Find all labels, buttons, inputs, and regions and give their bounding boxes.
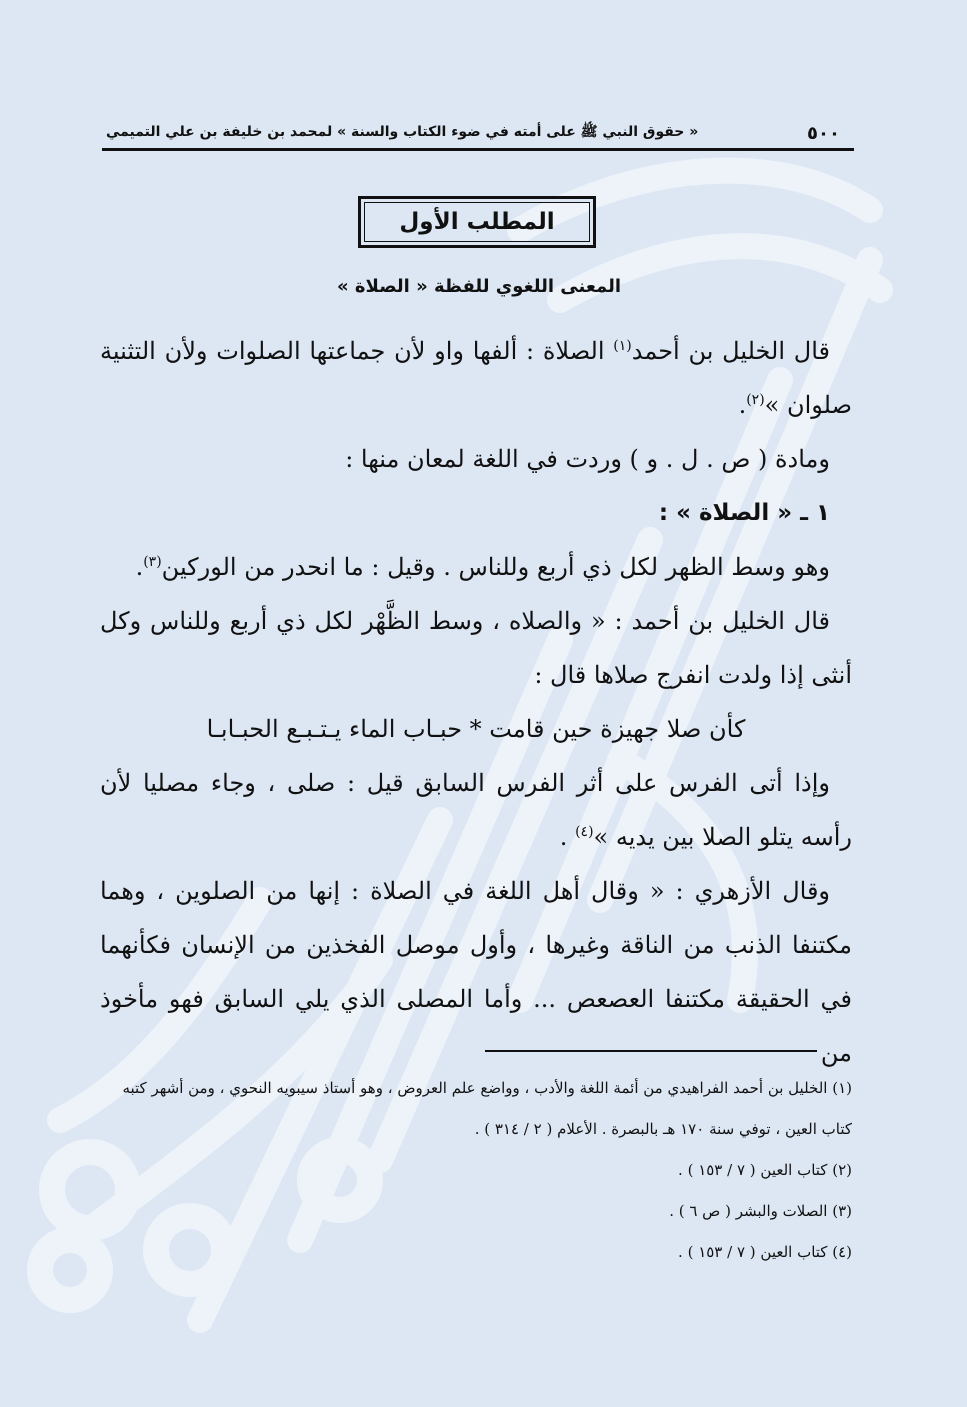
- paragraph-text: الصلاة : ألفها واو لأن جماعتها الصلوات ولأن التثنية صلوان »: [100, 337, 852, 419]
- footnote-ref[interactable]: (١): [613, 338, 632, 354]
- paragraph-text: وهو وسط الظهر لكل ذي أربع وللناس . وقيل : ما انحدر من الوركين: [161, 553, 830, 581]
- paragraph-text: وإذا أتى الفرس على أثر الفرس السابق قيل : صلى ، وجاء مصليا لأن رأسه يتلو الصلا بين يديه »: [100, 769, 852, 851]
- footnote-3: (٣) الصلات والبشر ( ص ٦ ) .: [669, 1202, 852, 1220]
- book-title: « حقوق النبي ﷺ على أمته في ضوء الكتاب والسنة » لمحمد بن خليفة بن علي التميمي: [106, 124, 699, 140]
- footnote-ref[interactable]: (٣): [143, 554, 162, 570]
- section-title-box: [358, 196, 596, 248]
- footnotes: [100, 1068, 852, 1273]
- paragraph-horse: [100, 756, 852, 864]
- section-title: المطلب الأول: [399, 209, 555, 235]
- paragraph-meaning: [100, 540, 852, 594]
- running-header: [102, 118, 854, 151]
- footnote-4: (٤) كتاب العين ( ٧ / ١٥٣ ) .: [678, 1243, 852, 1261]
- paragraph-khalil-quote: قال الخليل بن أحمد : « والصلاه ، وسط الظَّهْر لكل ذي أربع وللناس وكل أنثى إذا ولدت انفرج صلاها قال :: [100, 607, 852, 689]
- paragraph-root: ومادة ( ص . ل . و ) وردت في اللغة لمعان منها :: [345, 445, 830, 473]
- paragraph-khalil: [100, 324, 852, 432]
- page-number: ٥٠٠: [807, 122, 840, 144]
- footnote-2: (٢) كتاب العين ( ٧ / ١٥٣ ) .: [678, 1161, 852, 1179]
- subtitle: المعنى اللغوي للفظة « الصلاة »: [337, 276, 621, 297]
- paragraph-text: .: [135, 553, 144, 581]
- body-text: [100, 324, 852, 1080]
- meaning-heading: ١ ـ « الصلاة » :: [658, 500, 830, 526]
- footnote-separator: [485, 1050, 817, 1052]
- poetry-verse: كأن صلا جهيزة حين قامت * حبـاب الماء يـتـبـع الحبـابـا: [206, 715, 746, 743]
- paragraph-text: .: [738, 391, 747, 419]
- paragraph-text: .: [559, 823, 576, 851]
- footnote-ref[interactable]: (٤): [575, 824, 594, 840]
- paragraph-text: قال الخليل بن أحمد: [631, 337, 830, 365]
- footnote-1: (١) الخليل بن أحمد الفراهيدي من أئمة اللغة والأدب ، وواضع علم العروض ، وهو أستاذ سيبويه النحوي ، ومن أشهر كتبه كتاب العين ، توفي سنة ١٧٠ هـ بالبصرة . الأعلام ( ٢ / ٣١٤ ) .: [122, 1079, 852, 1138]
- footnote-ref[interactable]: (٢): [746, 392, 765, 408]
- paragraph-azhari: وقال الأزهري : « وقال أهل اللغة في الصلاة : إنها من الصلوين ، وهما مكتنفا الذنب من الناقة وغيرها ، وأول موصل الفخذين من الإنسان فكأنهما في الحقيقة مكتنفا العصعص ... وأما المصلى الذي يلي السابق فهو مأخوذ من: [100, 877, 853, 1067]
